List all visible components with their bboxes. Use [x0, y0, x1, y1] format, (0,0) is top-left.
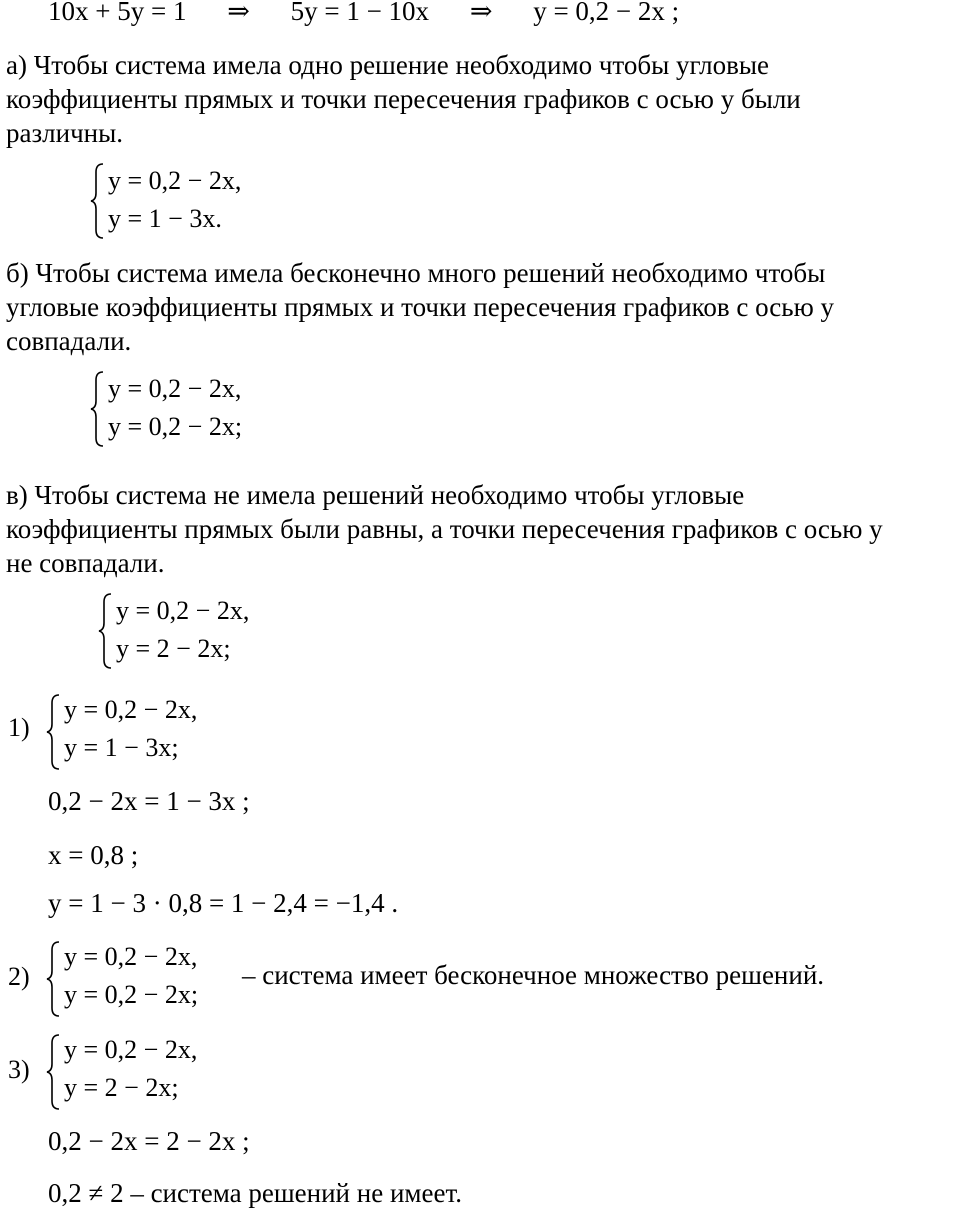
- paragraph-line: в) Чтобы система не имела решений необходимо чтобы угловые: [6, 480, 745, 510]
- paragraph-line: коэффициенты прямых и точки пересечения графиков с осью y были: [6, 84, 801, 114]
- system-equation: y = 0,2 − 2x,: [116, 596, 250, 625]
- solution-3-label: 3): [8, 1055, 30, 1084]
- system-equation: y = 1 − 3x.: [108, 204, 222, 233]
- solution-1-system: [46, 693, 306, 771]
- implies-arrow-2: ⇒: [469, 0, 493, 26]
- solution-3-conclusion: 0,2 ≠ 2 – система решений не имеет.: [48, 1178, 462, 1208]
- part-b-text: [6, 256, 834, 358]
- part-a-text: [6, 48, 801, 150]
- system-equation: y = 0,2 − 2x;: [64, 980, 199, 1009]
- left-brace-icon: [46, 940, 60, 1018]
- left-brace-icon: [46, 693, 60, 771]
- solution-2-system: [46, 940, 246, 1018]
- equation-3: y = 0,2 − 2x ;: [533, 0, 680, 26]
- solution-2-label: 2): [8, 962, 30, 991]
- solution-1-step: 0,2 − 2x = 1 − 3x ;: [48, 786, 250, 816]
- part-b-system: [90, 370, 350, 448]
- part-v-system: [98, 592, 358, 670]
- implies-arrow-1: ⇒: [227, 0, 250, 26]
- solution-3-system: [46, 1033, 306, 1111]
- top-equation-line: [48, 0, 679, 27]
- system-equation: y = 0,2 − 2x,: [108, 166, 242, 195]
- solution-3-step: 0,2 − 2x = 2 − 2x ;: [48, 1126, 250, 1156]
- paragraph-line: не совпадали.: [6, 548, 165, 578]
- left-brace-icon: [90, 162, 104, 240]
- paragraph-line: совпадали.: [6, 326, 132, 356]
- part-a-system: [90, 162, 350, 240]
- part-v-text: [6, 478, 883, 580]
- system-equation: y = 0,2 − 2x,: [64, 942, 198, 971]
- left-brace-icon: [98, 592, 112, 670]
- paragraph-line: угловые коэффициенты прямых и точки пересечения графиков с осью y: [6, 292, 835, 322]
- system-equation: y = 2 − 2x;: [116, 634, 231, 663]
- equation-2: 5y = 1 − 10x: [290, 0, 430, 26]
- solution-1-step: y = 1 − 3 · 0,8 = 1 − 2,4 = −1,4 .: [48, 888, 399, 918]
- equation-1: 10x + 5y = 1: [48, 0, 187, 26]
- paragraph-line: различны.: [6, 118, 123, 148]
- solution-1-step: x = 0,8 ;: [48, 840, 139, 870]
- solution-2-comment: – система имеет бесконечное множество решений.: [242, 960, 825, 990]
- system-equation: y = 1 − 3x;: [64, 733, 179, 762]
- paragraph-line: а) Чтобы система имела одно решение необходимо чтобы угловые: [6, 50, 770, 80]
- system-equation: y = 0,2 − 2x,: [64, 695, 198, 724]
- left-brace-icon: [90, 370, 104, 448]
- system-equation: y = 0,2 − 2x,: [108, 374, 242, 403]
- left-brace-icon: [46, 1033, 60, 1111]
- system-equation: y = 0,2 − 2x;: [108, 412, 243, 441]
- paragraph-line: коэффициенты прямых были равны, а точки пересечения графиков с осью y: [6, 514, 883, 544]
- paragraph-line: б) Чтобы система имела бесконечно много решений необходимо чтобы: [6, 258, 826, 288]
- system-equation: y = 0,2 − 2x,: [64, 1035, 198, 1064]
- system-equation: y = 2 − 2x;: [64, 1073, 179, 1102]
- solution-1-label: 1): [8, 713, 30, 742]
